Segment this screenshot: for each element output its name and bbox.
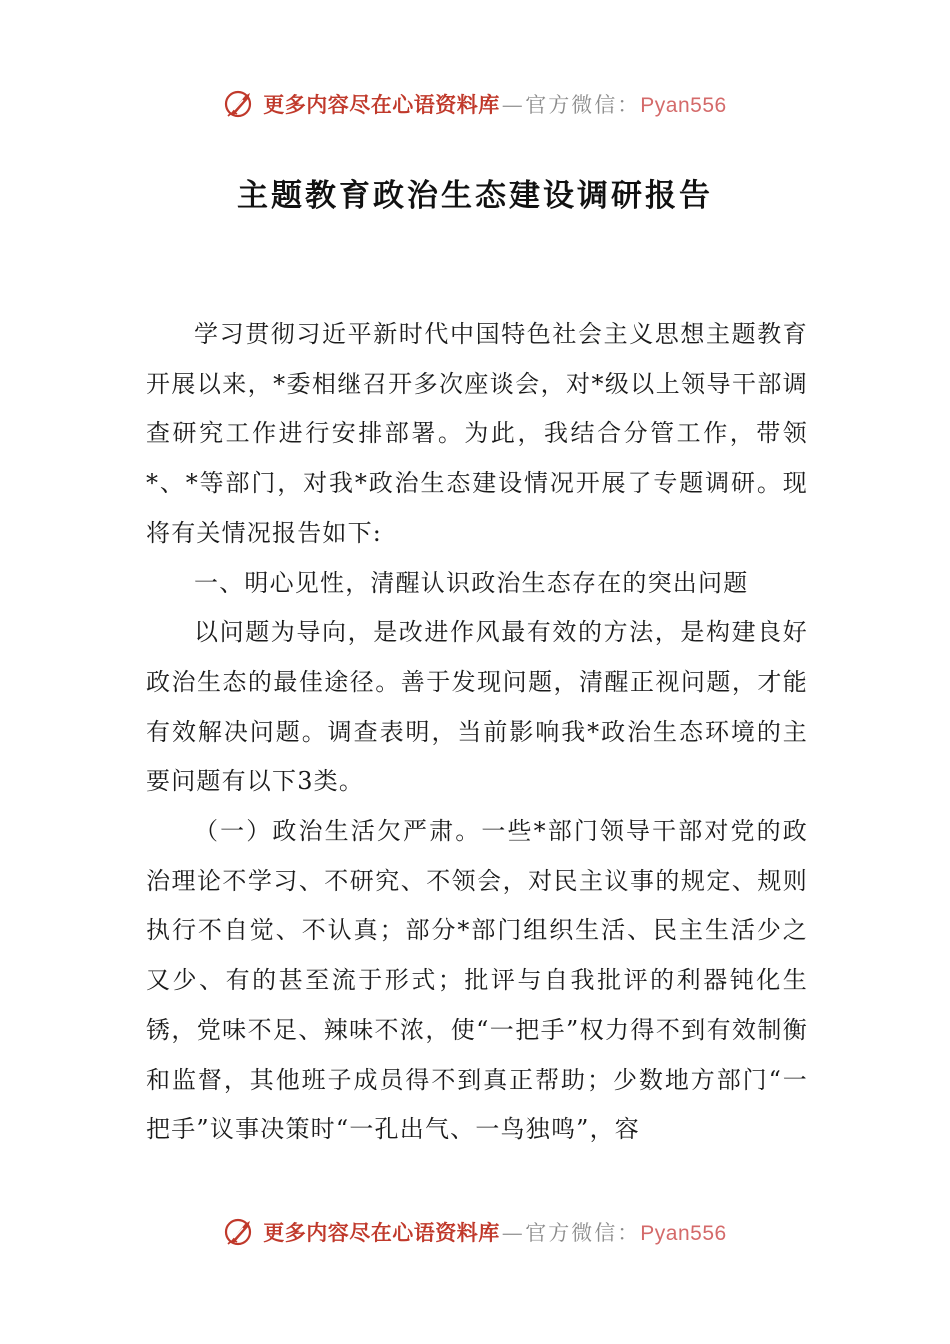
document-title: 主题教育政治生态建设调研报告 bbox=[237, 178, 713, 214]
watermark-wechat-id: Pyan556 bbox=[640, 94, 727, 117]
pen-nib-logo-icon bbox=[223, 87, 257, 121]
watermark-wechat-id: Pyan556 bbox=[640, 1222, 727, 1245]
footer-watermark bbox=[0, 1210, 950, 1254]
watermark-text bbox=[263, 89, 726, 119]
watermark-dash: — bbox=[501, 1221, 524, 1245]
pen-nib-logo-icon bbox=[223, 1215, 257, 1249]
watermark-brand: 更多内容尽在心语资料库 bbox=[263, 1220, 500, 1245]
paragraph-intro: 学习贯彻习近平新时代中国特色社会主义思想主题教育开展以来，*委相继召开多次座谈会，对*级以上领导干部调查研究工作进行安排部署。为此，我结合分管工作，带领*、*等部门，对我*政治生态建设情况开展了专题调研。现将有关情况报告如下: bbox=[146, 320, 808, 547]
watermark-official-label: 官方微信： bbox=[525, 1221, 641, 1245]
watermark-dash: — bbox=[501, 93, 524, 117]
header-watermark bbox=[0, 82, 950, 126]
watermark-brand: 更多内容尽在心语资料库 bbox=[263, 92, 500, 117]
watermark-text bbox=[263, 1217, 726, 1247]
paragraph-problems-overview: 以问题为导向，是改进作风最有效的方法，是构建良好政治生态的最佳途径。善于发现问题，清醒正视问题，才能有效解决问题。调查表明，当前影响我*政治生态环境的主要问题有以下3类。 bbox=[146, 618, 808, 796]
paragraph-political-life: （一）政治生活欠严肃。一些*部门领导干部对党的政治理论不学习、不研究、不领会，对民主议事的规定、规则执行不自觉、不认真；部分*部门组织生活、民主生活少之又少、有的甚至流于形式；批评与自我批评的利器钝化生锈，党味不足、辣味不浓，使“一把手”权力得不到有效制衡和监督，其他班子成员得不到真正帮助；少数地方部门“一把手”议事决策时“一孔出气、一鸟独鸣”，容 bbox=[146, 817, 808, 1144]
watermark-official-label: 官方微信： bbox=[525, 93, 641, 117]
section-heading-1: 一、明心见性，清醒认识政治生态存在的突出问题 bbox=[194, 568, 749, 597]
document-body bbox=[146, 310, 808, 1155]
